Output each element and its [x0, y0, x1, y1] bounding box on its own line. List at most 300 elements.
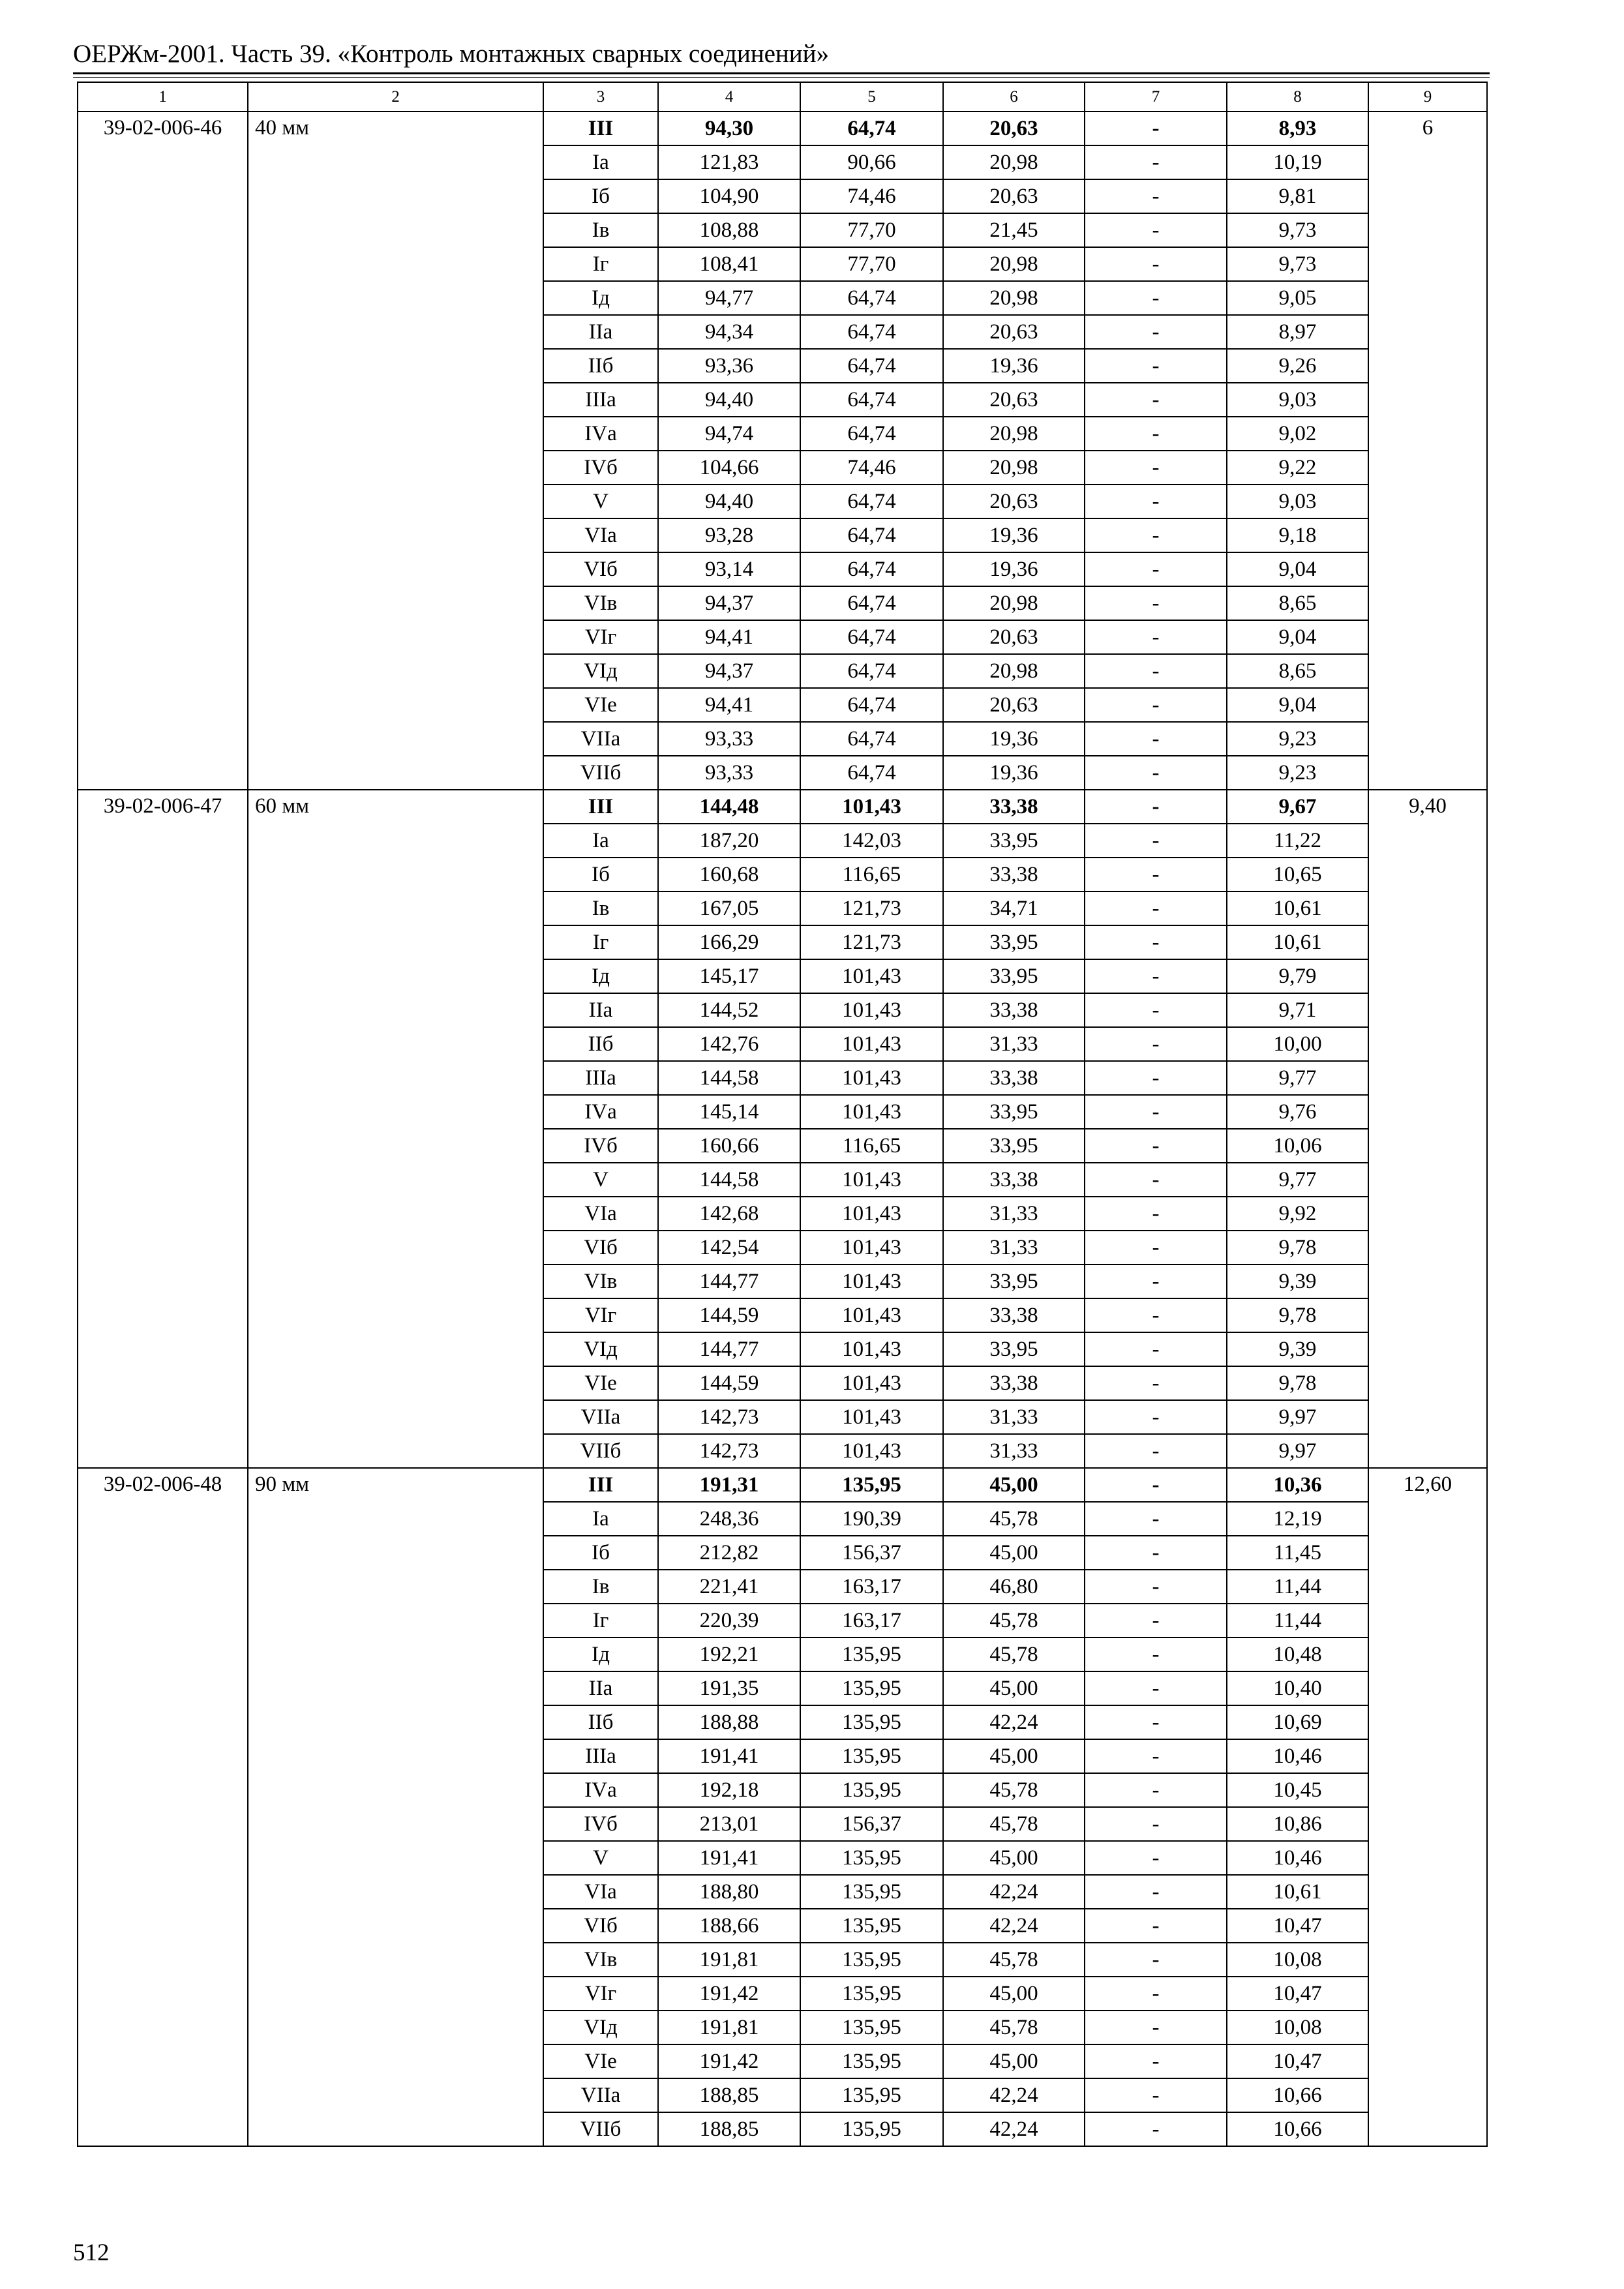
zone-cell: VIд [543, 2011, 658, 2044]
value-cell: 94,40 [658, 485, 800, 518]
value-cell: - [1085, 2112, 1227, 2146]
value-cell: 135,95 [800, 1773, 943, 1807]
value-cell: 156,37 [800, 1807, 943, 1841]
value-cell: 9,78 [1227, 1366, 1368, 1400]
zone-cell: VIб [543, 552, 658, 586]
value-cell: 10,36 [1227, 1468, 1368, 1502]
value-cell: 104,90 [658, 179, 800, 213]
value-cell: - [1085, 1502, 1227, 1536]
value-cell: 142,73 [658, 1400, 800, 1434]
value-cell: 101,43 [800, 790, 943, 824]
value-cell: 64,74 [800, 281, 943, 315]
value-cell: 163,17 [800, 1570, 943, 1604]
value-cell: 135,95 [800, 1671, 943, 1705]
value-cell: 220,39 [658, 1604, 800, 1638]
value-cell: 42,24 [943, 2078, 1085, 2112]
value-cell: - [1085, 1671, 1227, 1705]
zone-cell: IIIа [543, 383, 658, 417]
value-cell: 10,47 [1227, 2044, 1368, 2078]
zone-cell: IIа [543, 993, 658, 1027]
value-cell: 101,43 [800, 1434, 943, 1468]
column-number-cell: 1 [78, 82, 248, 112]
value-cell: - [1085, 756, 1227, 790]
zone-cell: Iг [543, 1604, 658, 1638]
value-cell: 45,00 [943, 1739, 1085, 1773]
zone-cell: V [543, 1163, 658, 1197]
value-cell: - [1085, 620, 1227, 654]
value-cell: 108,41 [658, 247, 800, 281]
value-cell: - [1085, 179, 1227, 213]
value-cell: - [1085, 281, 1227, 315]
value-cell: 101,43 [800, 1298, 943, 1332]
value-cell: 33,95 [943, 1095, 1085, 1129]
value-cell: 94,41 [658, 688, 800, 722]
value-cell: 11,44 [1227, 1570, 1368, 1604]
value-cell: 8,97 [1227, 315, 1368, 349]
zone-cell: VIд [543, 1332, 658, 1366]
zone-cell: Iа [543, 1502, 658, 1536]
value-cell: - [1085, 518, 1227, 552]
zone-cell: V [543, 1841, 658, 1875]
value-cell: 94,77 [658, 281, 800, 315]
value-cell: 9,23 [1227, 756, 1368, 790]
value-cell: 19,36 [943, 349, 1085, 383]
value-cell: - [1085, 247, 1227, 281]
value-cell: 9,03 [1227, 485, 1368, 518]
value-cell: 191,42 [658, 2044, 800, 2078]
zone-cell: IVа [543, 417, 658, 451]
value-cell: 33,38 [943, 790, 1085, 824]
value-cell: - [1085, 722, 1227, 756]
value-cell: 8,93 [1227, 112, 1368, 145]
value-cell: - [1085, 993, 1227, 1027]
value-cell: 187,20 [658, 824, 800, 858]
value-cell: 188,85 [658, 2112, 800, 2146]
value-cell: - [1085, 688, 1227, 722]
value-cell: 9,97 [1227, 1434, 1368, 1468]
value-cell: 135,95 [800, 1943, 943, 1977]
value-cell: 101,43 [800, 1095, 943, 1129]
value-cell: - [1085, 2011, 1227, 2044]
value-cell: 9,23 [1227, 722, 1368, 756]
value-cell: 93,28 [658, 518, 800, 552]
value-cell: - [1085, 790, 1227, 824]
value-cell: 145,14 [658, 1095, 800, 1129]
value-cell: 20,63 [943, 315, 1085, 349]
value-cell: - [1085, 925, 1227, 959]
zone-cell: Iг [543, 925, 658, 959]
value-cell: 192,21 [658, 1638, 800, 1671]
value-cell: 101,43 [800, 1366, 943, 1400]
value-cell: - [1085, 1129, 1227, 1163]
value-cell: 10,47 [1227, 1909, 1368, 1943]
value-cell: 93,33 [658, 756, 800, 790]
value-cell: - [1085, 1977, 1227, 2011]
value-cell: 94,34 [658, 315, 800, 349]
value-cell: - [1085, 1197, 1227, 1231]
value-cell: 77,70 [800, 213, 943, 247]
value-cell: 94,74 [658, 417, 800, 451]
zone-cell: VIIб [543, 2112, 658, 2146]
value-cell: 20,63 [943, 620, 1085, 654]
table-row [78, 790, 1487, 824]
value-cell: 19,36 [943, 722, 1085, 756]
value-cell: 74,46 [800, 451, 943, 485]
value-cell: 9,04 [1227, 552, 1368, 586]
value-cell: 9,79 [1227, 959, 1368, 993]
value-cell: 101,43 [800, 1400, 943, 1434]
value-cell: 33,38 [943, 1366, 1085, 1400]
value-cell: 64,74 [800, 383, 943, 417]
value-cell: 12,19 [1227, 1502, 1368, 1536]
value-cell: - [1085, 1468, 1227, 1502]
value-cell: 9,22 [1227, 451, 1368, 485]
rates-table [77, 82, 1488, 2147]
value-cell: 144,58 [658, 1061, 800, 1095]
value-cell: 10,08 [1227, 1943, 1368, 1977]
value-cell: - [1085, 1909, 1227, 1943]
value-cell: 46,80 [943, 1570, 1085, 1604]
zone-cell: VIв [543, 1264, 658, 1298]
value-cell: 144,59 [658, 1366, 800, 1400]
value-cell: 42,24 [943, 1875, 1085, 1909]
value-cell: - [1085, 1604, 1227, 1638]
zone-cell: VIе [543, 2044, 658, 2078]
zone-cell: VIд [543, 654, 658, 688]
value-cell: 191,81 [658, 2011, 800, 2044]
value-cell: 191,42 [658, 1977, 800, 2011]
zone-cell: Iд [543, 1638, 658, 1671]
zone-cell: Iд [543, 281, 658, 315]
value-cell: 116,65 [800, 858, 943, 891]
value-cell: - [1085, 112, 1227, 145]
value-cell: 94,40 [658, 383, 800, 417]
value-cell: 9,73 [1227, 247, 1368, 281]
value-cell: 191,41 [658, 1739, 800, 1773]
value-cell: 10,47 [1227, 1977, 1368, 2011]
value-cell: 10,46 [1227, 1841, 1368, 1875]
value-cell: - [1085, 1638, 1227, 1671]
value-cell: 45,78 [943, 1638, 1085, 1671]
value-cell: - [1085, 1739, 1227, 1773]
zone-cell: VIб [543, 1909, 658, 1943]
value-cell: - [1085, 1061, 1227, 1095]
value-cell: 31,33 [943, 1434, 1085, 1468]
zone-cell: VIе [543, 688, 658, 722]
zone-cell: VIIа [543, 2078, 658, 2112]
zone-cell: VIIб [543, 756, 658, 790]
value-cell: 188,66 [658, 1909, 800, 1943]
value-cell: - [1085, 1434, 1227, 1468]
value-cell: 64,74 [800, 315, 943, 349]
header-rule-thin [73, 77, 1490, 78]
value-cell: - [1085, 349, 1227, 383]
value-cell: 45,00 [943, 1977, 1085, 2011]
value-cell: 121,83 [658, 145, 800, 179]
zone-cell: IVб [543, 451, 658, 485]
value-cell: - [1085, 485, 1227, 518]
value-cell: - [1085, 1231, 1227, 1264]
value-cell: - [1085, 1841, 1227, 1875]
value-cell: - [1085, 586, 1227, 620]
value-cell: 10,61 [1227, 1875, 1368, 1909]
zone-cell: VIв [543, 586, 658, 620]
value-cell: 191,35 [658, 1671, 800, 1705]
value-cell: 142,73 [658, 1434, 800, 1468]
value-cell: 135,95 [800, 1841, 943, 1875]
value-cell: - [1085, 145, 1227, 179]
rates-table-body [78, 82, 1487, 2146]
value-cell: 31,33 [943, 1231, 1085, 1264]
value-cell: 144,48 [658, 790, 800, 824]
value-cell: - [1085, 1773, 1227, 1807]
zone-cell: VIб [543, 1231, 658, 1264]
value-cell: 45,00 [943, 1841, 1085, 1875]
zone-cell: Iа [543, 145, 658, 179]
value-cell: 9,73 [1227, 213, 1368, 247]
value-cell: 188,88 [658, 1705, 800, 1739]
value-cell: 101,43 [800, 1163, 943, 1197]
value-cell: 10,69 [1227, 1705, 1368, 1739]
zone-cell: Iд [543, 959, 658, 993]
value-cell: 144,77 [658, 1332, 800, 1366]
value-cell: 93,14 [658, 552, 800, 586]
value-cell: 10,65 [1227, 858, 1368, 891]
value-cell: 45,00 [943, 2044, 1085, 2078]
zone-cell: Iв [543, 213, 658, 247]
zone-cell: VIа [543, 1875, 658, 1909]
value-cell: 10,86 [1227, 1807, 1368, 1841]
value-cell: 64,74 [800, 688, 943, 722]
value-cell: 135,95 [800, 2011, 943, 2044]
value-cell: 10,61 [1227, 891, 1368, 925]
value-cell: 9,04 [1227, 688, 1368, 722]
value-cell: - [1085, 1807, 1227, 1841]
value-cell: - [1085, 1298, 1227, 1332]
thickness-cell: 60 мм [248, 790, 543, 1468]
value-cell: 9,97 [1227, 1400, 1368, 1434]
value-cell: 121,73 [800, 891, 943, 925]
value-cell: 31,33 [943, 1197, 1085, 1231]
value-cell: 20,63 [943, 383, 1085, 417]
value-cell: 77,70 [800, 247, 943, 281]
value-cell: 64,74 [800, 722, 943, 756]
value-cell: 45,78 [943, 1502, 1085, 1536]
value-cell: 20,98 [943, 586, 1085, 620]
column-9-cell: 6 [1368, 112, 1487, 790]
value-cell: 11,22 [1227, 824, 1368, 858]
value-cell: 144,52 [658, 993, 800, 1027]
value-cell: 160,66 [658, 1129, 800, 1163]
thickness-cell: 40 мм [248, 112, 543, 790]
value-cell: 9,67 [1227, 790, 1368, 824]
zone-cell: III [543, 112, 658, 145]
value-cell: 9,78 [1227, 1298, 1368, 1332]
table-row [78, 112, 1487, 145]
value-cell: 33,95 [943, 959, 1085, 993]
value-cell: 191,81 [658, 1943, 800, 1977]
zone-cell: VIг [543, 620, 658, 654]
value-cell: 9,71 [1227, 993, 1368, 1027]
value-cell: 101,43 [800, 993, 943, 1027]
value-cell: 191,41 [658, 1841, 800, 1875]
value-cell: - [1085, 959, 1227, 993]
value-cell: 20,98 [943, 654, 1085, 688]
value-cell: 33,95 [943, 1129, 1085, 1163]
value-cell: - [1085, 654, 1227, 688]
value-cell: 64,74 [800, 654, 943, 688]
zone-cell: Iг [543, 247, 658, 281]
zone-cell: IVб [543, 1129, 658, 1163]
value-cell: 33,38 [943, 1298, 1085, 1332]
value-cell: 64,74 [800, 417, 943, 451]
rate-code-cell: 39-02-006-46 [78, 112, 248, 790]
value-cell: - [1085, 213, 1227, 247]
zone-cell: Iа [543, 824, 658, 858]
value-cell: 9,81 [1227, 179, 1368, 213]
zone-cell: IIа [543, 1671, 658, 1705]
column-number-cell: 9 [1368, 82, 1487, 112]
value-cell: 188,80 [658, 1875, 800, 1909]
value-cell: 9,39 [1227, 1264, 1368, 1298]
value-cell: - [1085, 451, 1227, 485]
value-cell: 45,00 [943, 1671, 1085, 1705]
value-cell: 64,74 [800, 518, 943, 552]
column-number-cell: 3 [543, 82, 658, 112]
value-cell: - [1085, 1095, 1227, 1129]
value-cell: - [1085, 1027, 1227, 1061]
value-cell: - [1085, 552, 1227, 586]
value-cell: 145,17 [658, 959, 800, 993]
value-cell: 20,98 [943, 451, 1085, 485]
value-cell: 20,98 [943, 417, 1085, 451]
value-cell: 94,37 [658, 654, 800, 688]
value-cell: 9,78 [1227, 1231, 1368, 1264]
value-cell: 94,41 [658, 620, 800, 654]
value-cell: 116,65 [800, 1129, 943, 1163]
value-cell: 144,59 [658, 1298, 800, 1332]
value-cell: 10,48 [1227, 1638, 1368, 1671]
column-9-cell: 12,60 [1368, 1468, 1487, 2146]
zone-cell: IIIа [543, 1739, 658, 1773]
value-cell: 9,03 [1227, 383, 1368, 417]
value-cell: 20,98 [943, 247, 1085, 281]
value-cell: 104,66 [658, 451, 800, 485]
value-cell: 45,78 [943, 1604, 1085, 1638]
value-cell: 45,78 [943, 1943, 1085, 1977]
value-cell: 33,95 [943, 1264, 1085, 1298]
zone-cell: IVа [543, 1095, 658, 1129]
value-cell: 108,88 [658, 213, 800, 247]
zone-cell: III [543, 790, 658, 824]
value-cell: 64,74 [800, 349, 943, 383]
value-cell: 10,19 [1227, 145, 1368, 179]
value-cell: 94,30 [658, 112, 800, 145]
zone-cell: VIа [543, 1197, 658, 1231]
value-cell: 9,04 [1227, 620, 1368, 654]
value-cell: - [1085, 1875, 1227, 1909]
value-cell: 135,95 [800, 1977, 943, 2011]
value-cell: 33,95 [943, 824, 1085, 858]
value-cell: - [1085, 2044, 1227, 2078]
value-cell: 20,63 [943, 688, 1085, 722]
value-cell: 45,78 [943, 2011, 1085, 2044]
value-cell: 20,98 [943, 281, 1085, 315]
value-cell: 167,05 [658, 891, 800, 925]
value-cell: 33,38 [943, 1061, 1085, 1095]
value-cell: 19,36 [943, 518, 1085, 552]
value-cell: - [1085, 824, 1227, 858]
value-cell: - [1085, 315, 1227, 349]
rate-code-cell: 39-02-006-48 [78, 1468, 248, 2146]
value-cell: 33,38 [943, 858, 1085, 891]
value-cell: 135,95 [800, 2078, 943, 2112]
zone-cell: IIб [543, 1705, 658, 1739]
value-cell: 64,74 [800, 620, 943, 654]
value-cell: 11,44 [1227, 1604, 1368, 1638]
value-cell: 121,73 [800, 925, 943, 959]
value-cell: 9,77 [1227, 1163, 1368, 1197]
value-cell: 10,08 [1227, 2011, 1368, 2044]
value-cell: 9,02 [1227, 417, 1368, 451]
column-number-cell: 7 [1085, 82, 1227, 112]
thickness-cell: 90 мм [248, 1468, 543, 2146]
zone-cell: IIб [543, 349, 658, 383]
value-cell: 9,77 [1227, 1061, 1368, 1095]
value-cell: 20,63 [943, 112, 1085, 145]
value-cell: 10,61 [1227, 925, 1368, 959]
value-cell: 20,63 [943, 485, 1085, 518]
value-cell: 10,46 [1227, 1739, 1368, 1773]
value-cell: 64,74 [800, 586, 943, 620]
value-cell: 135,95 [800, 2112, 943, 2146]
zone-cell: V [543, 485, 658, 518]
value-cell: 33,38 [943, 1163, 1085, 1197]
value-cell: 101,43 [800, 1264, 943, 1298]
value-cell: 10,40 [1227, 1671, 1368, 1705]
value-cell: 42,24 [943, 2112, 1085, 2146]
value-cell: 10,66 [1227, 2112, 1368, 2146]
value-cell: - [1085, 383, 1227, 417]
value-cell: 135,95 [800, 1468, 943, 1502]
value-cell: 135,95 [800, 1875, 943, 1909]
value-cell: 31,33 [943, 1027, 1085, 1061]
value-cell: 42,24 [943, 1909, 1085, 1943]
value-cell: 160,68 [658, 858, 800, 891]
table-row [78, 1468, 1487, 1502]
value-cell: - [1085, 1705, 1227, 1739]
column-number-cell: 5 [800, 82, 943, 112]
value-cell: - [1085, 1400, 1227, 1434]
zone-cell: IIIа [543, 1061, 658, 1095]
zone-cell: III [543, 1468, 658, 1502]
value-cell: 101,43 [800, 1332, 943, 1366]
zone-cell: Iб [543, 858, 658, 891]
value-cell: 8,65 [1227, 654, 1368, 688]
zone-cell: Iв [543, 1570, 658, 1604]
zone-cell: Iб [543, 1536, 658, 1570]
value-cell: 20,63 [943, 179, 1085, 213]
value-cell: 74,46 [800, 179, 943, 213]
value-cell: - [1085, 1943, 1227, 1977]
value-cell: 10,45 [1227, 1773, 1368, 1807]
value-cell: 142,54 [658, 1231, 800, 1264]
value-cell: - [1085, 858, 1227, 891]
value-cell: - [1085, 1536, 1227, 1570]
value-cell: 212,82 [658, 1536, 800, 1570]
value-cell: 90,66 [800, 145, 943, 179]
value-cell: 144,58 [658, 1163, 800, 1197]
